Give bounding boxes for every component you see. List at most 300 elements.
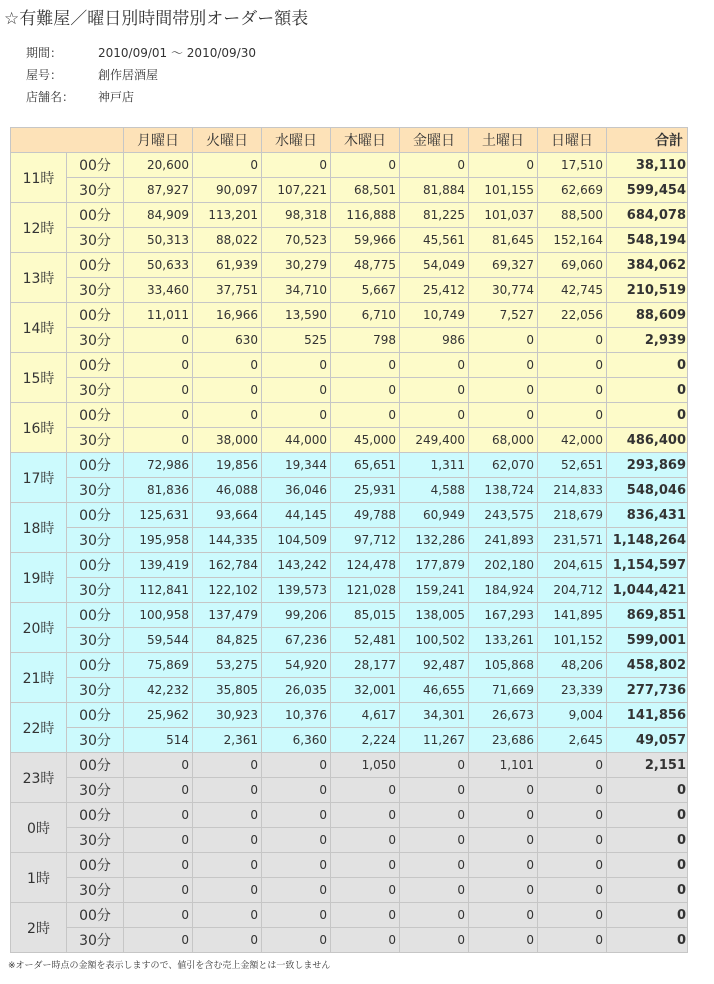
amount-cell: 97,712 [331, 528, 400, 553]
amount-cell: 141,895 [538, 603, 607, 628]
table-row [11, 828, 688, 853]
table-row [11, 278, 688, 303]
amount-cell: 23,339 [538, 678, 607, 703]
amount-cell: 107,221 [262, 178, 331, 203]
row-total-cell: 0 [607, 828, 688, 853]
amount-cell: 0 [262, 803, 331, 828]
row-total-cell: 2,151 [607, 753, 688, 778]
amount-cell: 0 [262, 903, 331, 928]
amount-cell: 20,600 [124, 153, 193, 178]
minute-label: 00分 [67, 603, 124, 628]
amount-cell: 44,000 [262, 428, 331, 453]
amount-cell: 17,510 [538, 153, 607, 178]
table-row [11, 528, 688, 553]
table-body [11, 153, 688, 953]
amount-cell: 0 [400, 803, 469, 828]
amount-cell: 0 [262, 153, 331, 178]
minute-label: 30分 [67, 878, 124, 903]
amount-cell: 23,686 [469, 728, 538, 753]
meta-period [26, 44, 256, 66]
row-total-cell: 384,062 [607, 253, 688, 278]
amount-cell: 218,679 [538, 503, 607, 528]
minute-label: 00分 [67, 503, 124, 528]
minute-label: 00分 [67, 703, 124, 728]
row-total-cell: 0 [607, 403, 688, 428]
amount-cell: 0 [331, 878, 400, 903]
amount-cell: 122,102 [193, 578, 262, 603]
minute-label: 00分 [67, 253, 124, 278]
minute-label: 00分 [67, 303, 124, 328]
amount-cell: 514 [124, 728, 193, 753]
amount-cell: 0 [469, 153, 538, 178]
table-row [11, 428, 688, 453]
amount-cell: 159,241 [400, 578, 469, 603]
amount-cell: 249,400 [400, 428, 469, 453]
row-total-cell: 548,194 [607, 228, 688, 253]
minute-label: 00分 [67, 403, 124, 428]
amount-cell: 0 [124, 753, 193, 778]
amount-cell: 11,267 [400, 728, 469, 753]
row-total-cell: 0 [607, 928, 688, 953]
table-row [11, 653, 688, 678]
header-wednesday: 水曜日 [262, 128, 331, 153]
minute-label: 30分 [67, 828, 124, 853]
amount-cell: 4,617 [331, 703, 400, 728]
table-row [11, 253, 688, 278]
table-row [11, 503, 688, 528]
amount-cell: 0 [193, 903, 262, 928]
table-row [11, 803, 688, 828]
amount-cell: 98,318 [262, 203, 331, 228]
amount-cell: 0 [262, 853, 331, 878]
amount-cell: 99,206 [262, 603, 331, 628]
amount-cell: 202,180 [469, 553, 538, 578]
amount-cell: 101,152 [538, 628, 607, 653]
hour-label: 12時 [11, 203, 67, 253]
amount-cell: 101,037 [469, 203, 538, 228]
amount-cell: 0 [124, 378, 193, 403]
amount-cell: 88,022 [193, 228, 262, 253]
amount-cell: 133,261 [469, 628, 538, 653]
hour-label: 22時 [11, 703, 67, 753]
row-total-cell: 210,519 [607, 278, 688, 303]
amount-cell: 46,088 [193, 478, 262, 503]
row-total-cell: 1,148,264 [607, 528, 688, 553]
amount-cell: 10,376 [262, 703, 331, 728]
amount-cell: 30,279 [262, 253, 331, 278]
amount-cell: 84,825 [193, 628, 262, 653]
amount-cell: 69,060 [538, 253, 607, 278]
amount-cell: 204,615 [538, 553, 607, 578]
amount-cell: 10,749 [400, 303, 469, 328]
amount-cell: 243,575 [469, 503, 538, 528]
amount-cell: 4,588 [400, 478, 469, 503]
amount-cell: 81,645 [469, 228, 538, 253]
row-total-cell: 869,851 [607, 603, 688, 628]
minute-label: 00分 [67, 753, 124, 778]
minute-label: 30分 [67, 228, 124, 253]
amount-cell: 630 [193, 328, 262, 353]
amount-cell: 0 [193, 778, 262, 803]
amount-cell: 65,651 [331, 453, 400, 478]
table-row [11, 778, 688, 803]
amount-cell: 5,667 [331, 278, 400, 303]
amount-cell: 0 [538, 853, 607, 878]
table-header-row [11, 128, 688, 153]
amount-cell: 37,751 [193, 278, 262, 303]
amount-cell: 0 [124, 328, 193, 353]
amount-cell: 0 [538, 778, 607, 803]
table-row [11, 403, 688, 428]
amount-cell: 67,236 [262, 628, 331, 653]
table-row [11, 203, 688, 228]
row-total-cell: 2,939 [607, 328, 688, 353]
amount-cell: 0 [124, 928, 193, 953]
hour-label: 17時 [11, 453, 67, 503]
table-row [11, 853, 688, 878]
amount-cell: 0 [469, 353, 538, 378]
amount-cell: 0 [469, 328, 538, 353]
header-tuesday: 火曜日 [193, 128, 262, 153]
amount-cell: 0 [193, 803, 262, 828]
meta-store-value: 神戸店 [98, 90, 135, 104]
row-total-cell: 1,044,421 [607, 578, 688, 603]
amount-cell: 0 [124, 403, 193, 428]
amount-cell: 61,939 [193, 253, 262, 278]
amount-cell: 6,360 [262, 728, 331, 753]
amount-cell: 121,028 [331, 578, 400, 603]
amount-cell: 84,909 [124, 203, 193, 228]
amount-cell: 162,784 [193, 553, 262, 578]
amount-cell: 93,664 [193, 503, 262, 528]
hour-label: 11時 [11, 153, 67, 203]
amount-cell: 53,275 [193, 653, 262, 678]
amount-cell: 90,097 [193, 178, 262, 203]
amount-cell: 32,001 [331, 678, 400, 703]
amount-cell: 0 [538, 828, 607, 853]
amount-cell: 0 [331, 903, 400, 928]
amount-cell: 195,958 [124, 528, 193, 553]
meta-trade-name-value: 創作居酒屋 [98, 68, 159, 82]
hour-label: 1時 [11, 853, 67, 903]
amount-cell: 72,986 [124, 453, 193, 478]
amount-cell: 0 [331, 403, 400, 428]
amount-cell: 28,177 [331, 653, 400, 678]
amount-cell: 0 [331, 353, 400, 378]
amount-cell: 0 [538, 328, 607, 353]
amount-cell: 68,000 [469, 428, 538, 453]
amount-cell: 139,419 [124, 553, 193, 578]
amount-cell: 0 [124, 803, 193, 828]
amount-cell: 116,888 [331, 203, 400, 228]
minute-label: 30分 [67, 928, 124, 953]
hour-label: 0時 [11, 803, 67, 853]
amount-cell: 0 [262, 828, 331, 853]
row-total-cell: 599,001 [607, 628, 688, 653]
header-saturday: 土曜日 [469, 128, 538, 153]
header-monday: 月曜日 [124, 128, 193, 153]
amount-cell: 241,893 [469, 528, 538, 553]
hour-label: 15時 [11, 353, 67, 403]
amount-cell: 184,924 [469, 578, 538, 603]
amount-cell: 85,015 [331, 603, 400, 628]
amount-cell: 104,509 [262, 528, 331, 553]
header-sunday: 日曜日 [538, 128, 607, 153]
row-total-cell: 0 [607, 778, 688, 803]
amount-cell: 0 [124, 778, 193, 803]
amount-cell: 0 [262, 403, 331, 428]
amount-cell: 0 [400, 778, 469, 803]
amount-cell: 48,775 [331, 253, 400, 278]
hour-label: 23時 [11, 753, 67, 803]
amount-cell: 0 [124, 853, 193, 878]
amount-cell: 0 [538, 878, 607, 903]
amount-cell: 0 [400, 928, 469, 953]
table-row [11, 878, 688, 903]
amount-cell: 0 [538, 403, 607, 428]
row-total-cell: 293,869 [607, 453, 688, 478]
amount-cell: 9,004 [538, 703, 607, 728]
row-total-cell: 0 [607, 903, 688, 928]
amount-cell: 50,313 [124, 228, 193, 253]
amount-cell: 0 [400, 878, 469, 903]
amount-cell: 0 [538, 378, 607, 403]
amount-cell: 0 [400, 403, 469, 428]
amount-cell: 167,293 [469, 603, 538, 628]
minute-label: 30分 [67, 478, 124, 503]
hour-label: 21時 [11, 653, 67, 703]
amount-cell: 68,501 [331, 178, 400, 203]
amount-cell: 0 [331, 803, 400, 828]
row-total-cell: 49,057 [607, 728, 688, 753]
amount-cell: 986 [400, 328, 469, 353]
amount-cell: 152,164 [538, 228, 607, 253]
row-total-cell: 0 [607, 878, 688, 903]
row-total-cell: 0 [607, 353, 688, 378]
amount-cell: 0 [469, 378, 538, 403]
amount-cell: 0 [331, 928, 400, 953]
amount-cell: 60,949 [400, 503, 469, 528]
meta-period-value: 2010/09/01 ～ 2010/09/30 [98, 46, 256, 60]
row-total-cell: 599,454 [607, 178, 688, 203]
table-row [11, 928, 688, 953]
amount-cell: 0 [400, 378, 469, 403]
table-row [11, 628, 688, 653]
amount-cell: 34,710 [262, 278, 331, 303]
row-total-cell: 141,856 [607, 703, 688, 728]
table-row [11, 478, 688, 503]
amount-cell: 25,931 [331, 478, 400, 503]
minute-label: 30分 [67, 778, 124, 803]
amount-cell: 143,242 [262, 553, 331, 578]
amount-cell: 33,460 [124, 278, 193, 303]
amount-cell: 45,000 [331, 428, 400, 453]
amount-cell: 19,344 [262, 453, 331, 478]
amount-cell: 6,710 [331, 303, 400, 328]
table-row [11, 903, 688, 928]
amount-cell: 0 [262, 778, 331, 803]
amount-cell: 19,856 [193, 453, 262, 478]
amount-cell: 71,669 [469, 678, 538, 703]
amount-cell: 231,571 [538, 528, 607, 553]
amount-cell: 214,833 [538, 478, 607, 503]
amount-cell: 62,669 [538, 178, 607, 203]
amount-cell: 34,301 [400, 703, 469, 728]
amount-cell: 26,673 [469, 703, 538, 728]
amount-cell: 1,050 [331, 753, 400, 778]
amount-cell: 0 [193, 878, 262, 903]
amount-cell: 62,070 [469, 453, 538, 478]
amount-cell: 0 [469, 928, 538, 953]
amount-cell: 2,361 [193, 728, 262, 753]
table-row [11, 678, 688, 703]
table-row [11, 728, 688, 753]
amount-cell: 45,561 [400, 228, 469, 253]
report-meta [26, 44, 256, 110]
minute-label: 30分 [67, 278, 124, 303]
amount-cell: 132,286 [400, 528, 469, 553]
amount-cell: 0 [400, 903, 469, 928]
amount-cell: 0 [400, 353, 469, 378]
amount-cell: 177,879 [400, 553, 469, 578]
amount-cell: 0 [124, 428, 193, 453]
amount-cell: 0 [193, 928, 262, 953]
minute-label: 00分 [67, 853, 124, 878]
amount-cell: 0 [400, 853, 469, 878]
table-row [11, 453, 688, 478]
hour-label: 20時 [11, 603, 67, 653]
amount-cell: 100,958 [124, 603, 193, 628]
amount-cell: 0 [538, 803, 607, 828]
table-row [11, 353, 688, 378]
amount-cell: 0 [400, 828, 469, 853]
hour-label: 18時 [11, 503, 67, 553]
row-total-cell: 836,431 [607, 503, 688, 528]
table-row [11, 553, 688, 578]
amount-cell: 0 [262, 928, 331, 953]
amount-cell: 204,712 [538, 578, 607, 603]
amount-cell: 0 [193, 378, 262, 403]
table-row [11, 178, 688, 203]
amount-cell: 105,868 [469, 653, 538, 678]
amount-cell: 0 [400, 753, 469, 778]
amount-cell: 0 [193, 853, 262, 878]
meta-trade-name [26, 66, 256, 88]
amount-cell: 25,962 [124, 703, 193, 728]
table-row [11, 378, 688, 403]
row-total-cell: 0 [607, 378, 688, 403]
hour-label: 16時 [11, 403, 67, 453]
amount-cell: 0 [193, 403, 262, 428]
amount-cell: 48,206 [538, 653, 607, 678]
amount-cell: 0 [538, 753, 607, 778]
meta-store [26, 88, 256, 110]
amount-cell: 81,836 [124, 478, 193, 503]
amount-cell: 11,011 [124, 303, 193, 328]
meta-trade-name-label: 屋号： [26, 68, 63, 82]
table-row [11, 303, 688, 328]
table-row [11, 578, 688, 603]
amount-cell: 0 [331, 828, 400, 853]
minute-label: 30分 [67, 578, 124, 603]
amount-cell: 59,966 [331, 228, 400, 253]
amount-cell: 0 [124, 903, 193, 928]
amount-cell: 49,788 [331, 503, 400, 528]
amount-cell: 0 [538, 903, 607, 928]
amount-cell: 13,590 [262, 303, 331, 328]
header-total: 合計 [607, 128, 688, 153]
amount-cell: 0 [193, 753, 262, 778]
amount-cell: 525 [262, 328, 331, 353]
table-row [11, 753, 688, 778]
row-total-cell: 0 [607, 853, 688, 878]
minute-label: 30分 [67, 328, 124, 353]
meta-period-label: 期間： [26, 46, 63, 60]
amount-cell: 52,481 [331, 628, 400, 653]
row-total-cell: 38,110 [607, 153, 688, 178]
row-total-cell: 1,154,597 [607, 553, 688, 578]
amount-cell: 101,155 [469, 178, 538, 203]
table-row [11, 328, 688, 353]
amount-cell: 42,000 [538, 428, 607, 453]
amount-cell: 42,745 [538, 278, 607, 303]
header-corner [11, 128, 124, 153]
minute-label: 30分 [67, 378, 124, 403]
amount-cell: 0 [400, 153, 469, 178]
amount-cell: 38,000 [193, 428, 262, 453]
amount-cell: 0 [262, 353, 331, 378]
amount-cell: 0 [193, 828, 262, 853]
minute-label: 00分 [67, 553, 124, 578]
header-thursday: 木曜日 [331, 128, 400, 153]
amount-cell: 30,774 [469, 278, 538, 303]
amount-cell: 0 [469, 778, 538, 803]
meta-store-label: 店舗名： [26, 90, 75, 104]
amount-cell: 138,724 [469, 478, 538, 503]
minute-label: 30分 [67, 628, 124, 653]
footnote: ※オーダー時点の金額を表示しますので、値引を含む売上金額とは一致しません [8, 961, 331, 971]
minute-label: 30分 [67, 678, 124, 703]
hour-label: 2時 [11, 903, 67, 953]
amount-cell: 0 [124, 878, 193, 903]
row-total-cell: 486,400 [607, 428, 688, 453]
amount-cell: 0 [469, 853, 538, 878]
amount-cell: 50,633 [124, 253, 193, 278]
amount-cell: 30,923 [193, 703, 262, 728]
amount-cell: 75,869 [124, 653, 193, 678]
amount-cell: 59,544 [124, 628, 193, 653]
amount-cell: 7,527 [469, 303, 538, 328]
amount-cell: 81,225 [400, 203, 469, 228]
amount-cell: 81,884 [400, 178, 469, 203]
minute-label: 00分 [67, 453, 124, 478]
amount-cell: 16,966 [193, 303, 262, 328]
amount-cell: 0 [469, 403, 538, 428]
minute-label: 00分 [67, 353, 124, 378]
amount-cell: 0 [469, 878, 538, 903]
amount-cell: 88,500 [538, 203, 607, 228]
hour-label: 14時 [11, 303, 67, 353]
amount-cell: 1,101 [469, 753, 538, 778]
minute-label: 00分 [67, 153, 124, 178]
amount-cell: 2,224 [331, 728, 400, 753]
amount-cell: 54,049 [400, 253, 469, 278]
minute-label: 00分 [67, 803, 124, 828]
order-amount-table [10, 127, 688, 953]
row-total-cell: 277,736 [607, 678, 688, 703]
amount-cell: 44,145 [262, 503, 331, 528]
hour-label: 19時 [11, 553, 67, 603]
